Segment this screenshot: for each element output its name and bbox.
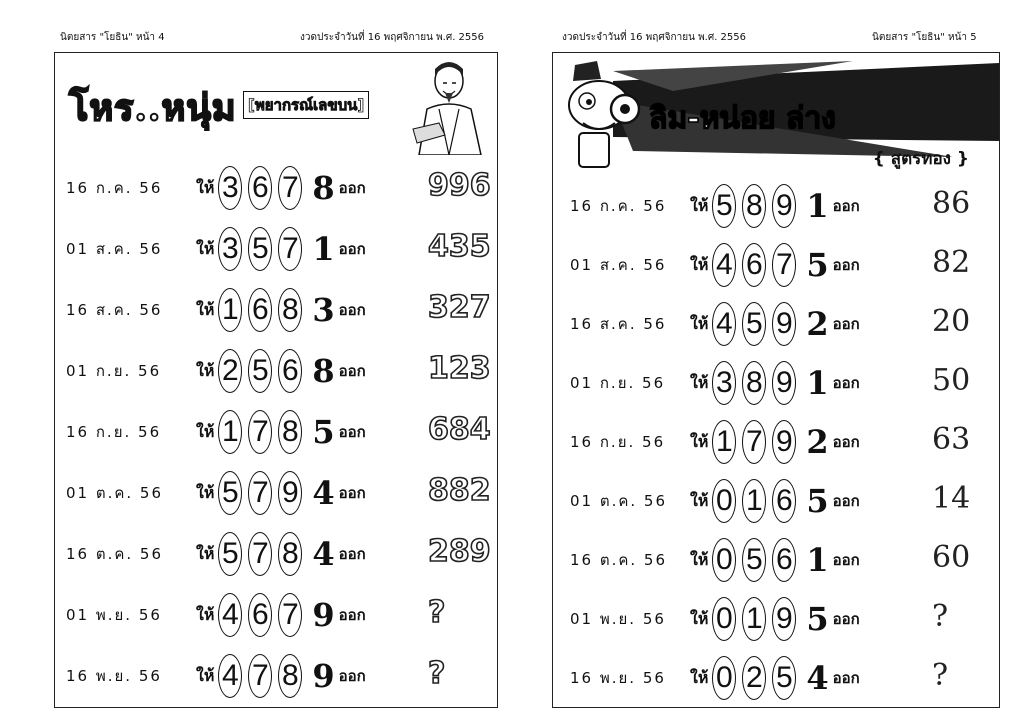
circled-digit: 1 [218,288,242,332]
circled-digit: 0 [712,479,736,523]
circled-digit: 3 [218,166,242,210]
row-result: 435 [428,229,491,264]
out-label: ออก [832,374,860,392]
right-prediction-row [570,298,860,350]
row-date: 16 ส.ค. 56 [66,301,163,319]
right-prediction-row [570,180,860,232]
circled-digit: 8 [278,410,302,454]
circled-digit: 6 [772,538,796,582]
extra-digit: 4 [312,474,335,512]
left-prediction-row [66,284,366,336]
circled-digit: 6 [248,166,272,210]
give-label: ให้ [196,360,215,380]
row-result: ? [428,595,446,630]
astrologer-portrait-icon [409,59,489,155]
row-date: 01 ต.ค. 56 [66,484,164,502]
left-header-date: งวดประจำวันที่ 16 พฤศจิกายน พ.ศ. 2556 [300,32,485,43]
predicted-digits [712,184,832,228]
out-label: ออก [832,492,860,510]
out-label: ออก [338,240,366,258]
row-date: 01 ต.ค. 56 [570,492,668,510]
extra-digit: 8 [312,169,335,207]
left-prediction-row [66,223,366,275]
predicted-digits [218,227,338,271]
row-date: 16 พ.ย. 56 [66,667,162,685]
row-result: 14 [932,481,971,516]
out-label: ออก [832,551,860,569]
give-label: ให้ [196,604,215,624]
row-date: 01 ก.ย. 56 [66,362,162,380]
circled-digit: 9 [772,597,796,641]
predicted-digits [712,420,832,464]
row-result: 86 [932,186,971,221]
left-subtitle: [พยากรณ์เลขบน] [243,91,369,119]
extra-digit: 1 [806,541,829,579]
predicted-digits [218,593,338,637]
circled-digit: 7 [772,243,796,287]
predicted-digits [712,302,832,346]
left-title: โหร..หนุ่ม [69,87,237,129]
give-label: ให้ [690,667,709,687]
circled-digit: 7 [278,166,302,210]
circled-digit: 7 [248,654,272,698]
give-label: ให้ [690,490,709,510]
left-prediction-row [66,650,366,702]
right-prediction-row [570,416,860,468]
circled-digit: 4 [218,654,242,698]
out-label: ออก [338,179,366,197]
circled-digit: 5 [742,538,766,582]
predicted-digits [218,471,338,515]
circled-digit: 0 [712,597,736,641]
circled-digit: 4 [712,302,736,346]
out-label: ออก [832,610,860,628]
circled-digit: 5 [742,302,766,346]
predicted-digits [712,243,832,287]
row-result: 60 [932,540,971,575]
circled-digit: 8 [742,184,766,228]
out-label: ออก [832,669,860,687]
left-header-magazine: นิตยสาร "โยธิน" หน้า 4 [60,32,165,43]
predicted-digits [712,656,832,700]
row-date: 01 ส.ค. 56 [570,256,667,274]
predicted-digits [218,410,338,454]
circled-digit: 6 [278,349,302,393]
circled-digit: 7 [278,593,302,637]
circled-digit: 0 [712,538,736,582]
right-prediction-row [570,239,860,291]
circled-digit: 5 [248,349,272,393]
extra-digit: 3 [312,291,335,329]
circled-digit: 1 [712,420,736,464]
predicted-digits [218,349,338,393]
out-label: ออก [832,433,860,451]
right-prediction-row [570,593,860,645]
row-result: 63 [932,422,971,457]
circled-digit: 5 [772,656,796,700]
circled-digit: 0 [712,656,736,700]
circled-digit: 9 [772,420,796,464]
left-prediction-row [66,345,366,397]
circled-digit: 5 [248,227,272,271]
circled-digit: 2 [742,656,766,700]
circled-digit: 1 [742,479,766,523]
out-label: ออก [338,362,366,380]
out-label: ออก [338,606,366,624]
row-date: 16 พ.ย. 56 [570,669,666,687]
circled-digit: 8 [278,654,302,698]
row-result: ? [932,599,949,634]
left-prediction-row [66,406,366,458]
circled-digit: 8 [742,361,766,405]
circled-digit: 9 [772,302,796,346]
extra-digit: 5 [806,482,829,520]
circled-digit: 4 [712,243,736,287]
right-header-magazine: นิตยสาร "โยธิน" หน้า 5 [872,32,977,43]
predicted-digits [712,538,832,582]
right-header-date: งวดประจำวันที่ 16 พฤศจิกายน พ.ศ. 2556 [562,32,747,43]
give-label: ให้ [196,238,215,258]
extra-digit: 2 [806,305,829,343]
give-label: ให้ [196,665,215,685]
circled-digit: 4 [218,593,242,637]
give-label: ให้ [196,482,215,502]
row-result: 289 [428,534,491,569]
row-date: 16 ส.ค. 56 [570,315,667,333]
circled-digit: 7 [278,227,302,271]
row-date: 01 พ.ย. 56 [66,606,162,624]
out-label: ออก [832,256,860,274]
predicted-digits [712,597,832,641]
circled-digit: 5 [712,184,736,228]
circled-digit: 9 [772,361,796,405]
extra-digit: 1 [806,187,829,225]
extra-digit: 9 [312,657,335,695]
give-label: ให้ [690,372,709,392]
row-date: 16 ก.ค. 56 [66,179,163,197]
give-label: ให้ [690,254,709,274]
predicted-digits [218,166,338,210]
give-label: ให้ [690,313,709,333]
predicted-digits [712,479,832,523]
extra-digit: 4 [806,659,829,697]
row-date: 16 ต.ค. 56 [66,545,164,563]
circled-digit: 3 [712,361,736,405]
give-label: ให้ [690,549,709,569]
circled-digit: 7 [742,420,766,464]
extra-digit: 5 [806,246,829,284]
row-date: 16 ก.ย. 56 [570,433,666,451]
right-subtitle: { สูตรทอง } [872,149,969,169]
row-result: 882 [428,473,491,508]
extra-digit: 2 [806,423,829,461]
extra-digit: 1 [312,230,335,268]
predicted-digits [218,654,338,698]
circled-digit: 2 [218,349,242,393]
extra-digit: 5 [312,413,335,451]
out-label: ออก [832,197,860,215]
extra-digit: 9 [312,596,335,634]
row-result: 82 [932,245,971,280]
circled-digit: 7 [248,410,272,454]
row-result: 327 [428,290,491,325]
out-label: ออก [338,423,366,441]
out-label: ออก [338,545,366,563]
row-date: 01 พ.ย. 56 [570,610,666,628]
predicted-digits [218,532,338,576]
row-date: 01 ก.ย. 56 [570,374,666,392]
give-label: ให้ [196,299,215,319]
row-result: ? [932,658,949,693]
circled-digit: 8 [278,532,302,576]
circled-digit: 6 [248,288,272,332]
circled-digit: 5 [218,471,242,515]
give-label: ให้ [690,195,709,215]
out-label: ออก [338,301,366,319]
left-prediction-row [66,528,366,580]
out-label: ออก [338,667,366,685]
out-label: ออก [832,315,860,333]
row-date: 16 ก.ย. 56 [66,423,162,441]
extra-digit: 8 [312,352,335,390]
circled-digit: 6 [772,479,796,523]
give-label: ให้ [690,608,709,628]
circled-digit: 9 [278,471,302,515]
out-label: ออก [338,484,366,502]
give-label: ให้ [196,177,215,197]
row-date: 16 ต.ค. 56 [570,551,668,569]
circled-digit: 5 [218,532,242,576]
right-prediction-row [570,357,860,409]
give-label: ให้ [196,543,215,563]
right-prediction-row [570,652,860,704]
right-prediction-row [570,475,860,527]
left-prediction-row [66,467,366,519]
row-result: 50 [932,363,971,398]
row-date: 01 ส.ค. 56 [66,240,163,258]
give-label: ให้ [196,421,215,441]
circled-digit: 1 [742,597,766,641]
row-date: 16 ก.ค. 56 [570,197,667,215]
row-result: 20 [932,304,971,339]
give-label: ให้ [690,431,709,451]
right-title: ลิม-หน่อย ล่าง [649,101,836,136]
row-result: 123 [428,351,491,386]
circled-digit: 1 [218,410,242,454]
row-result: ? [428,656,446,691]
extra-digit: 4 [312,535,335,573]
circled-digit: 6 [742,243,766,287]
row-result: 684 [428,412,491,447]
circled-digit: 3 [218,227,242,271]
right-page [512,0,1024,724]
left-prediction-row [66,162,366,214]
extra-digit: 5 [806,600,829,638]
circled-digit: 6 [248,593,272,637]
circled-digit: 9 [772,184,796,228]
predicted-digits [218,288,338,332]
left-prediction-row [66,589,366,641]
circled-digit: 7 [248,471,272,515]
right-prediction-row [570,534,860,586]
circled-digit: 8 [278,288,302,332]
extra-digit: 1 [806,364,829,402]
circled-digit: 7 [248,532,272,576]
row-result: 996 [428,168,491,203]
predicted-digits [712,361,832,405]
